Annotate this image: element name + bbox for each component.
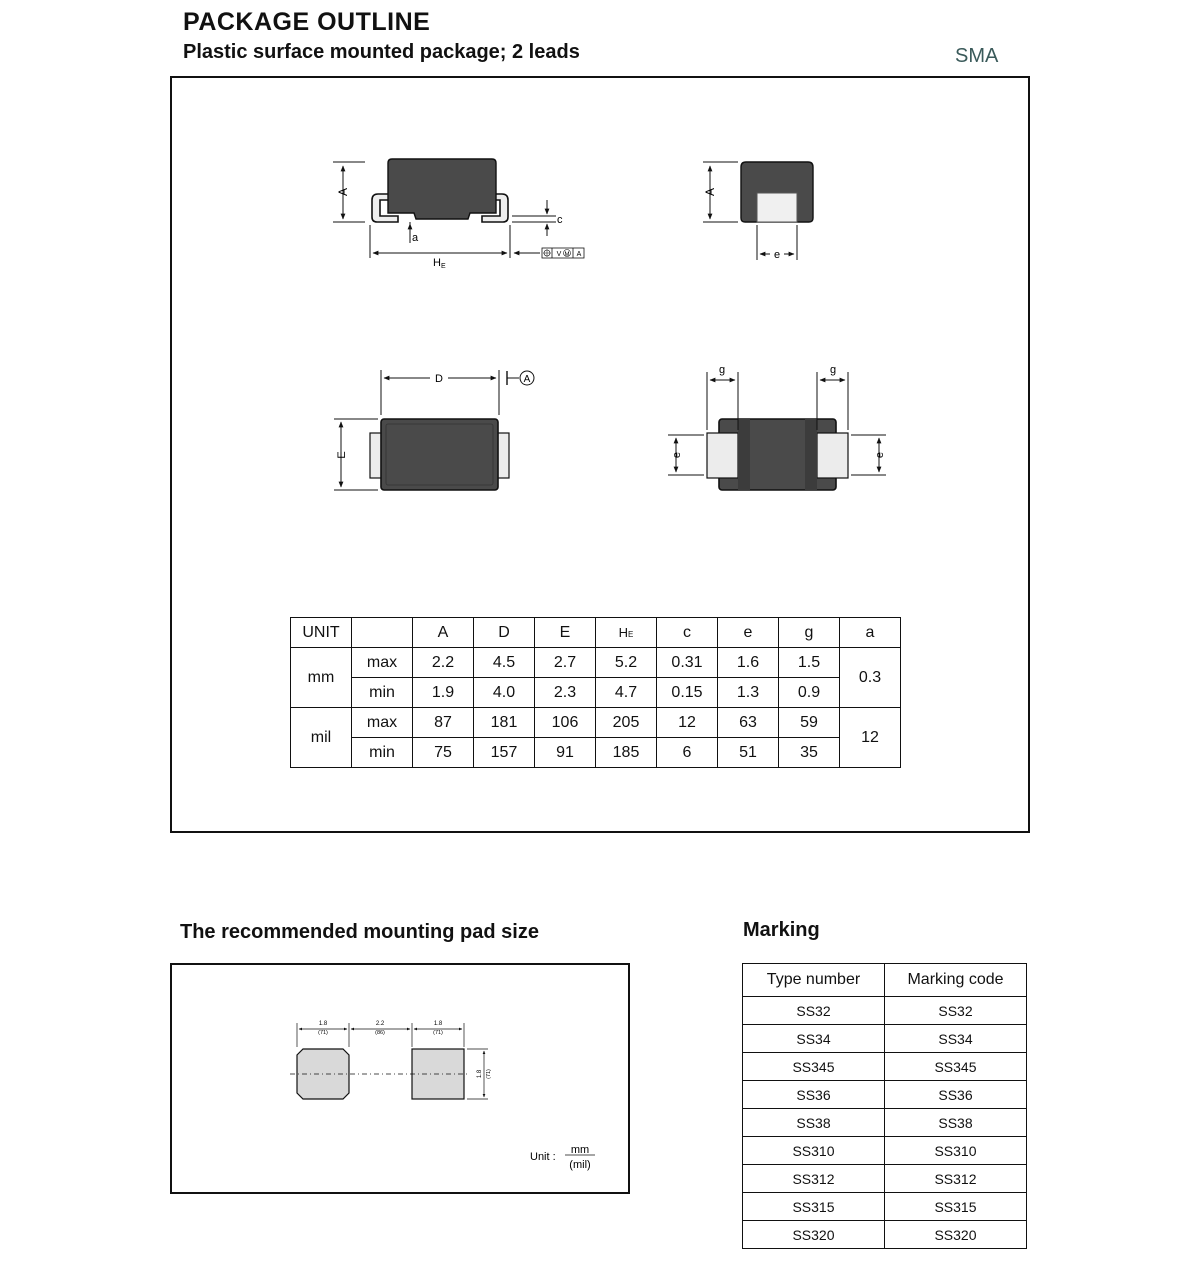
mounting-pad-drawing bbox=[170, 963, 630, 1194]
code-cell: SS312 bbox=[885, 1165, 1027, 1193]
page-title: PACKAGE OUTLINE bbox=[183, 8, 431, 36]
value-cell: 0.15 bbox=[657, 678, 718, 708]
code-cell: SS36 bbox=[885, 1081, 1027, 1109]
label-e-right: e bbox=[874, 451, 886, 459]
svg-text:V: V bbox=[556, 251, 562, 258]
label-D: D bbox=[435, 373, 443, 385]
table-row bbox=[743, 1025, 1027, 1053]
tolerance-frame bbox=[542, 248, 584, 258]
marking-header-row bbox=[743, 964, 1027, 997]
value-cell: 1.3 bbox=[718, 678, 779, 708]
code-cell: SS345 bbox=[885, 1053, 1027, 1081]
header-cell: E bbox=[535, 618, 596, 648]
value-cell: 91 bbox=[535, 738, 596, 768]
type-cell: SS320 bbox=[743, 1221, 885, 1249]
table-row bbox=[743, 1165, 1027, 1193]
pad-dim-1-mm: 1.8 bbox=[318, 1021, 328, 1027]
pad-dim-4-mil: (71) bbox=[486, 1069, 492, 1079]
header-cell: e bbox=[718, 618, 779, 648]
svg-text:A: A bbox=[576, 251, 582, 258]
code-cell: SS310 bbox=[885, 1137, 1027, 1165]
dimension-header-row bbox=[291, 618, 901, 648]
pad-dim-2-mil: (86) bbox=[375, 1030, 385, 1036]
value-cell: 59 bbox=[779, 708, 840, 738]
type-cell: SS32 bbox=[743, 997, 885, 1025]
code-cell: SS38 bbox=[885, 1109, 1027, 1137]
header-cell: UNIT bbox=[291, 618, 352, 648]
table-row bbox=[743, 1137, 1027, 1165]
label-e-left: e bbox=[671, 451, 683, 459]
limit-cell: max bbox=[352, 648, 413, 678]
header-cell: A bbox=[413, 618, 474, 648]
label-g-left: g bbox=[718, 364, 726, 376]
value-cell: 51 bbox=[718, 738, 779, 768]
end-view bbox=[703, 162, 813, 261]
header-cell: g bbox=[779, 618, 840, 648]
bottom-view bbox=[668, 364, 886, 490]
table-row bbox=[291, 648, 901, 678]
table-row bbox=[743, 1109, 1027, 1137]
header-cell: c bbox=[657, 618, 718, 648]
label-c: c bbox=[557, 214, 563, 226]
table-row bbox=[743, 1221, 1027, 1249]
value-cell: 63 bbox=[718, 708, 779, 738]
value-cell: 75 bbox=[413, 738, 474, 768]
value-cell-a: 12 bbox=[840, 708, 901, 768]
type-cell: SS38 bbox=[743, 1109, 885, 1137]
marking-table bbox=[742, 963, 1027, 1249]
table-row bbox=[743, 1081, 1027, 1109]
header-cell bbox=[352, 618, 413, 648]
type-cell: SS312 bbox=[743, 1165, 885, 1193]
package-code: SMA bbox=[955, 45, 999, 67]
code-cell: SS32 bbox=[885, 997, 1027, 1025]
header-cell: D bbox=[474, 618, 535, 648]
header-cell-HE: HE bbox=[596, 618, 657, 648]
value-cell: 1.5 bbox=[779, 648, 840, 678]
type-cell: SS345 bbox=[743, 1053, 885, 1081]
header-cell: a bbox=[840, 618, 901, 648]
side-view bbox=[333, 159, 584, 270]
value-cell: 35 bbox=[779, 738, 840, 768]
value-cell: 4.5 bbox=[474, 648, 535, 678]
value-cell: 2.7 bbox=[535, 648, 596, 678]
label-E: E bbox=[336, 451, 348, 459]
value-cell: 0.31 bbox=[657, 648, 718, 678]
value-cell: 12 bbox=[657, 708, 718, 738]
pad-dim-2-mm: 2.2 bbox=[375, 1021, 385, 1027]
pad-dim-1-mil: (71) bbox=[318, 1030, 328, 1036]
value-cell: 106 bbox=[535, 708, 596, 738]
unit-label: Unit : bbox=[530, 1151, 556, 1163]
type-cell: SS36 bbox=[743, 1081, 885, 1109]
label-a: a bbox=[412, 232, 419, 244]
value-cell: 157 bbox=[474, 738, 535, 768]
table-row bbox=[743, 1193, 1027, 1221]
value-cell-a: 0.3 bbox=[840, 648, 901, 708]
code-cell: SS34 bbox=[885, 1025, 1027, 1053]
col-marking-code: Marking code bbox=[885, 964, 1027, 997]
type-cell: SS34 bbox=[743, 1025, 885, 1053]
type-cell: SS315 bbox=[743, 1193, 885, 1221]
value-cell: 87 bbox=[413, 708, 474, 738]
value-cell: 1.9 bbox=[413, 678, 474, 708]
table-row bbox=[291, 738, 901, 768]
svg-text:M: M bbox=[564, 252, 570, 258]
dimension-table bbox=[290, 617, 901, 768]
type-cell: SS310 bbox=[743, 1137, 885, 1165]
value-cell: 2.3 bbox=[535, 678, 596, 708]
datum-A: A bbox=[523, 374, 531, 385]
label-A-side: A bbox=[336, 187, 350, 197]
code-cell: SS315 bbox=[885, 1193, 1027, 1221]
value-cell: 2.2 bbox=[413, 648, 474, 678]
label-A-end: A bbox=[703, 187, 717, 197]
value-cell: 181 bbox=[474, 708, 535, 738]
pad-dim-3-mil: (71) bbox=[433, 1030, 443, 1036]
value-cell: 5.2 bbox=[596, 648, 657, 678]
value-cell: 185 bbox=[596, 738, 657, 768]
unit-denominator: (mil) bbox=[569, 1159, 591, 1171]
label-g-right: g bbox=[829, 364, 837, 376]
table-row bbox=[743, 1053, 1027, 1081]
limit-cell: min bbox=[352, 738, 413, 768]
col-type-number: Type number bbox=[743, 964, 885, 997]
top-view bbox=[334, 370, 534, 490]
unit-numerator: mm bbox=[570, 1144, 590, 1156]
pad-dim-4-mm: 1.8 bbox=[477, 1069, 483, 1079]
code-cell: SS320 bbox=[885, 1221, 1027, 1249]
table-row bbox=[743, 997, 1027, 1025]
page-subtitle: Plastic surface mounted package; 2 leads bbox=[183, 41, 580, 63]
limit-cell: min bbox=[352, 678, 413, 708]
value-cell: 205 bbox=[596, 708, 657, 738]
label-HE: HE bbox=[433, 257, 446, 270]
value-cell: 0.9 bbox=[779, 678, 840, 708]
table-row bbox=[291, 678, 901, 708]
pad-dim-3-mm: 1.8 bbox=[433, 1021, 443, 1027]
unit-cell: mm bbox=[291, 648, 352, 708]
unit-cell: mil bbox=[291, 708, 352, 768]
value-cell: 4.0 bbox=[474, 678, 535, 708]
value-cell: 6 bbox=[657, 738, 718, 768]
table-row bbox=[291, 708, 901, 738]
label-e-end: e bbox=[773, 249, 781, 261]
value-cell: 4.7 bbox=[596, 678, 657, 708]
value-cell: 1.6 bbox=[718, 648, 779, 678]
mounting-pad-title: The recommended mounting pad size bbox=[180, 921, 539, 943]
limit-cell: max bbox=[352, 708, 413, 738]
marking-title: Marking bbox=[743, 919, 820, 941]
